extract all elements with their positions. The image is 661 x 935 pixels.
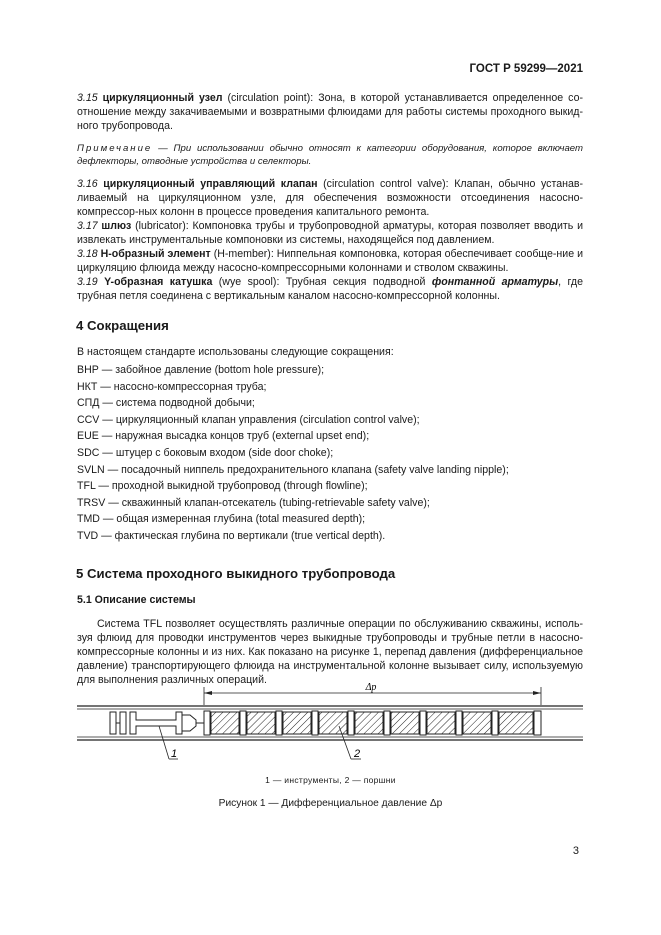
section-4-title: 4 Сокращения — [76, 318, 169, 333]
pistons — [204, 711, 541, 735]
list-item: SDC — штуцер с боковым входом (side door choke); — [77, 446, 334, 459]
figure-caption: Рисунок 1 — Дифференциальное давление Δp — [218, 798, 443, 809]
term-number: 3.16 — [77, 178, 98, 190]
callout-2: 2 — [354, 748, 361, 760]
list-item: ВНР — забойное давление (bottom hole pressure); — [77, 364, 325, 376]
term-name: Н-образный элемент — [100, 248, 211, 260]
subsection-5-1-title: 5.1 Описание системы — [77, 593, 196, 606]
term-name: циркуляционный управляющий клапан — [103, 178, 318, 190]
term-definition: (circulation control valve): Клапан, обычно устанав-ливаемый на циркуляционном узле, для обеспечения возможности отсоединения насосно-компрессор-ных колонн в процессе проведения капитального ремонта. — [77, 178, 584, 218]
term-definition: (H-member): Ниппельная компоновка, которая обеспечивает сообще-ние и циркуляцию флюида между насосно-компрессорными колоннами и стволом скважины. — [77, 248, 583, 274]
delta-p-label: Δp — [365, 682, 377, 693]
term-definition-part1: (wye spool): Трубная секция подводной — [212, 276, 432, 288]
abbreviations-list — [77, 362, 583, 545]
list-item: НКТ — насосно-компрессорная труба; — [77, 380, 267, 393]
term-number: 3.17 — [77, 220, 98, 232]
section-5-1-paragraph: Система TFL позволяет осуществлять различные операции по обслуживанию скважины, исполь-зуя флюид для проводки инструментов через выкидные трубопроводы и трубные петли в насосно-компрессорные колонны и из них. Как показано на рисунке 1, перепад давления (дифференциальное давление) транспортирующего флюида на инструментальной колонне вызывает силу, используемую для выполнения различных операций. — [77, 617, 583, 686]
list-item: SVLN — посадочный ниппель предохранительного клапана (safety valve landing nipple); — [77, 463, 509, 476]
term-name: циркуляционный узел — [102, 92, 223, 104]
tfl-diagram — [77, 681, 583, 771]
note-text: — При использовании обычно относят к категории оборудования, которое включает дефлекторы, отводные устройства и селекторы. — [77, 143, 583, 167]
term-definition-part2: , где трубная петля соединена с вертикальным каналом насосно-компрессорной колонны. — [77, 276, 583, 302]
document-header: ГОСТ Р 59299—2021 — [469, 63, 583, 75]
term-definition: (lubricator): Компоновка трубы и трубопроводной арматуры, которая позволяет вводить и извлекать инструментальные компоновки из системы, находящейся под давлением. — [77, 220, 583, 246]
term-name: Y-образная катушка — [104, 276, 213, 288]
term-number: 3.19 — [77, 276, 98, 288]
page-content — [77, 91, 583, 687]
term-name: шлюз — [101, 220, 132, 232]
term-emphasis: фонтанной арматуры — [431, 276, 559, 288]
note — [77, 142, 583, 168]
term-3-18 — [77, 247, 583, 275]
term-3-15 — [77, 91, 583, 133]
abbreviations-intro: В настоящем стандарте использованы следующие сокращения: — [77, 346, 394, 358]
list-item: TMD — общая измеренная глубина (total measured depth); — [77, 513, 366, 526]
term-number: 3.15 — [77, 92, 98, 104]
list-item: TVD — фактическая глубина по вертикали (true vertical depth). — [77, 529, 386, 542]
term-3-16 — [77, 177, 583, 219]
list-item: TRSV — скважинный клапан-отсекатель (tubing-retrievable safety valve); — [77, 496, 430, 509]
term-number: 3.18 — [77, 248, 98, 260]
term-definition: (circulation point): Зона, в которой устанавливается определенное со-отношение между закачиваемыми и возвратными флюидами для работы системы проходного выкид-ного трубопровода. — [77, 92, 583, 132]
list-item: EUE — наружная высадка концов труб (external upset end); — [77, 430, 370, 443]
section-5-title: 5 Система проходного выкидного трубопровода — [76, 565, 396, 581]
note-label: Примечание — [77, 143, 153, 154]
callout-1: 1 — [171, 748, 178, 760]
term-3-17 — [77, 219, 583, 247]
list-item: СПД — система подводной добычи; — [77, 397, 255, 410]
list-item: CCV — циркуляционный клапан управления (circulation control valve); — [77, 413, 420, 426]
figure-legend: 1 — инструменты, 2 — поршни — [265, 775, 396, 785]
list-item: TFL — проходной выкидной трубопровод (through flowline); — [77, 480, 368, 493]
term-3-19 — [77, 275, 583, 303]
figure-1-diagram — [77, 681, 583, 771]
page-number: 3 — [572, 845, 579, 857]
tool-string — [110, 712, 204, 734]
